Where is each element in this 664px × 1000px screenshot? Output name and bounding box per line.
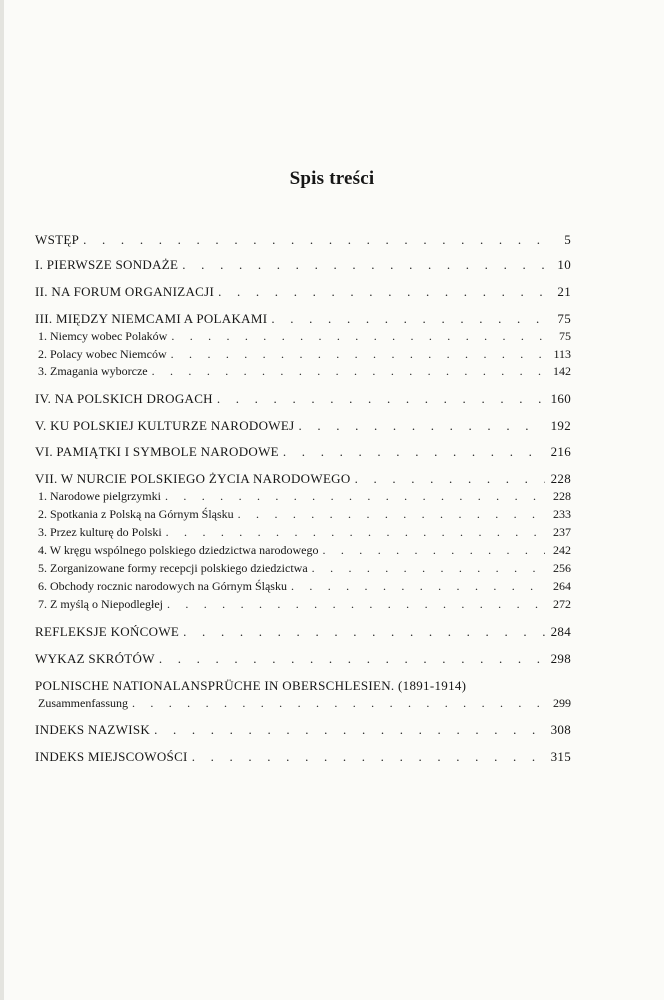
dot-leader (154, 722, 545, 738)
toc-entry-label: 6. Obchody rocznic narodowych na Górnym Śląsku (38, 579, 287, 593)
toc-entry-name-index[interactable] (35, 722, 571, 738)
toc-entry-page: 256 (553, 561, 571, 575)
toc-entry-label: INDEKS NAZWISK (35, 722, 151, 737)
toc-entry-page: 299 (553, 696, 571, 710)
toc-entry-page: 242 (553, 543, 571, 557)
toc-entry-page: 264 (553, 579, 571, 593)
toc-entry-label: I. PIERWSZE SONDAŻE (35, 257, 179, 272)
dot-leader (171, 347, 545, 362)
dot-leader (355, 471, 545, 487)
toc-entry-page: 228 (550, 471, 571, 486)
dot-leader (271, 311, 545, 327)
dot-leader (283, 444, 545, 460)
toc-subentry[interactable] (38, 507, 571, 522)
toc-subentry[interactable] (38, 329, 571, 344)
toc-entry-page: 160 (550, 391, 571, 406)
toc-entry-page: 228 (553, 489, 571, 503)
toc-entry-label: WSTĘP (35, 232, 80, 247)
toc-entry-label: 1. Narodowe pielgrzymki (38, 489, 161, 503)
dot-leader (218, 284, 545, 300)
toc-subentry[interactable] (38, 543, 571, 558)
toc-entry-label: WYKAZ SKRÓTÓW (35, 651, 155, 666)
dot-leader (132, 696, 545, 711)
toc-entry-page: 10 (557, 257, 571, 272)
dot-leader (165, 489, 545, 504)
toc-entry-page: 21 (557, 284, 571, 299)
toc-entry-wstep[interactable] (35, 232, 571, 248)
toc-subentry[interactable] (38, 561, 571, 576)
toc-entry-label: 3. Przez kulturę do Polski (38, 525, 162, 539)
toc-entry-page: 142 (553, 364, 571, 378)
dot-leader (152, 364, 545, 379)
dot-leader (183, 624, 545, 640)
toc-entry-page: 75 (557, 311, 571, 326)
dot-leader (238, 507, 545, 522)
toc-entry-chapter-5[interactable] (35, 418, 571, 434)
toc-entry-label: V. KU POLSKIEJ KULTURZE NARODOWEJ (35, 418, 295, 433)
dot-leader (291, 579, 545, 594)
toc-entry-chapter-1[interactable] (35, 257, 571, 273)
dot-leader (217, 391, 545, 407)
toc-entry-reflections[interactable] (35, 624, 571, 640)
page-title: Spis treści (289, 168, 375, 189)
toc-entry-label: 2. Polacy wobec Niemców (38, 347, 167, 361)
dot-leader (159, 651, 545, 667)
toc-entry-label: INDEKS MIEJSCOWOŚCI (35, 749, 188, 764)
toc-entry-page: 298 (550, 651, 571, 666)
toc-entry-label: 5. Zorganizowane formy recepcji polskiego dziedzictwa (38, 561, 308, 575)
toc-entry-page: 237 (553, 525, 571, 539)
toc-entry-chapter-2[interactable] (35, 284, 571, 300)
toc-entry-page: 284 (550, 624, 571, 639)
toc-entry-abbreviations[interactable] (35, 651, 571, 667)
toc-subentry[interactable] (38, 579, 571, 594)
dot-leader (312, 561, 545, 576)
toc-entry-label: III. MIĘDZY NIEMCAMI A POLAKAMI (35, 311, 268, 326)
toc-entry-label: REFLEKSJE KOŃCOWE (35, 624, 180, 639)
dot-leader (171, 329, 545, 344)
toc-entry-chapter-4[interactable] (35, 391, 571, 407)
toc-entry-chapter-7[interactable] (35, 471, 571, 487)
toc-entry-page: 233 (553, 507, 571, 521)
dot-leader (166, 525, 545, 540)
toc-entry-label: 2. Spotkania z Polską na Górnym Śląsku (38, 507, 234, 521)
toc-entry-label: II. NA FORUM ORGANIZACJI (35, 284, 215, 299)
toc-entry-page: 5 (564, 232, 571, 247)
toc-entry-german-summary-title[interactable]: POLNISCHE NATIONALANSPRÜCHE IN OBERSCHLESIEN. (1891-1914) (35, 678, 467, 693)
toc-entry-page: 315 (550, 749, 571, 764)
dot-leader (192, 749, 545, 765)
toc-subentry[interactable] (38, 364, 571, 379)
toc-entry-page: 192 (550, 418, 571, 433)
toc-entry-label: Zusammenfassung (38, 696, 128, 710)
toc-entry-german-summary[interactable] (38, 696, 571, 711)
dot-leader (182, 257, 545, 273)
toc-entry-page: 75 (559, 329, 571, 343)
toc-entry-chapter-3[interactable] (35, 311, 571, 327)
toc-subentry[interactable] (38, 597, 571, 612)
dot-leader (83, 232, 545, 248)
dot-leader (167, 597, 545, 612)
toc-entry-label: 7. Z myślą o Niepodległej (38, 597, 163, 611)
toc-entry-label: 3. Zmagania wyborcze (38, 364, 148, 378)
toc-subentry[interactable] (38, 525, 571, 540)
toc-entry-label: VII. W NURCIE POLSKIEGO ŻYCIA NARODOWEGO (35, 471, 351, 486)
toc-entry-chapter-6[interactable] (35, 444, 571, 460)
toc-entry-label: 4. W kręgu wspólnego polskiego dziedzictwa narodowego (38, 543, 319, 557)
dot-leader (323, 543, 546, 558)
toc-entry-page: 308 (550, 722, 571, 737)
toc-subentry[interactable] (38, 347, 571, 362)
toc-entry-page: 216 (550, 444, 571, 459)
toc-entry-page: 272 (553, 597, 571, 611)
toc-entry-label: VI. PAMIĄTKI I SYMBOLE NARODOWE (35, 444, 279, 459)
toc-entry-page: 113 (553, 347, 571, 361)
toc-entry-place-index[interactable] (35, 749, 571, 765)
dot-leader (298, 418, 545, 434)
toc-entry-label: IV. NA POLSKICH DROGACH (35, 391, 213, 406)
toc-entry-label: 1. Niemcy wobec Polaków (38, 329, 168, 343)
toc-subentry[interactable] (38, 489, 571, 504)
